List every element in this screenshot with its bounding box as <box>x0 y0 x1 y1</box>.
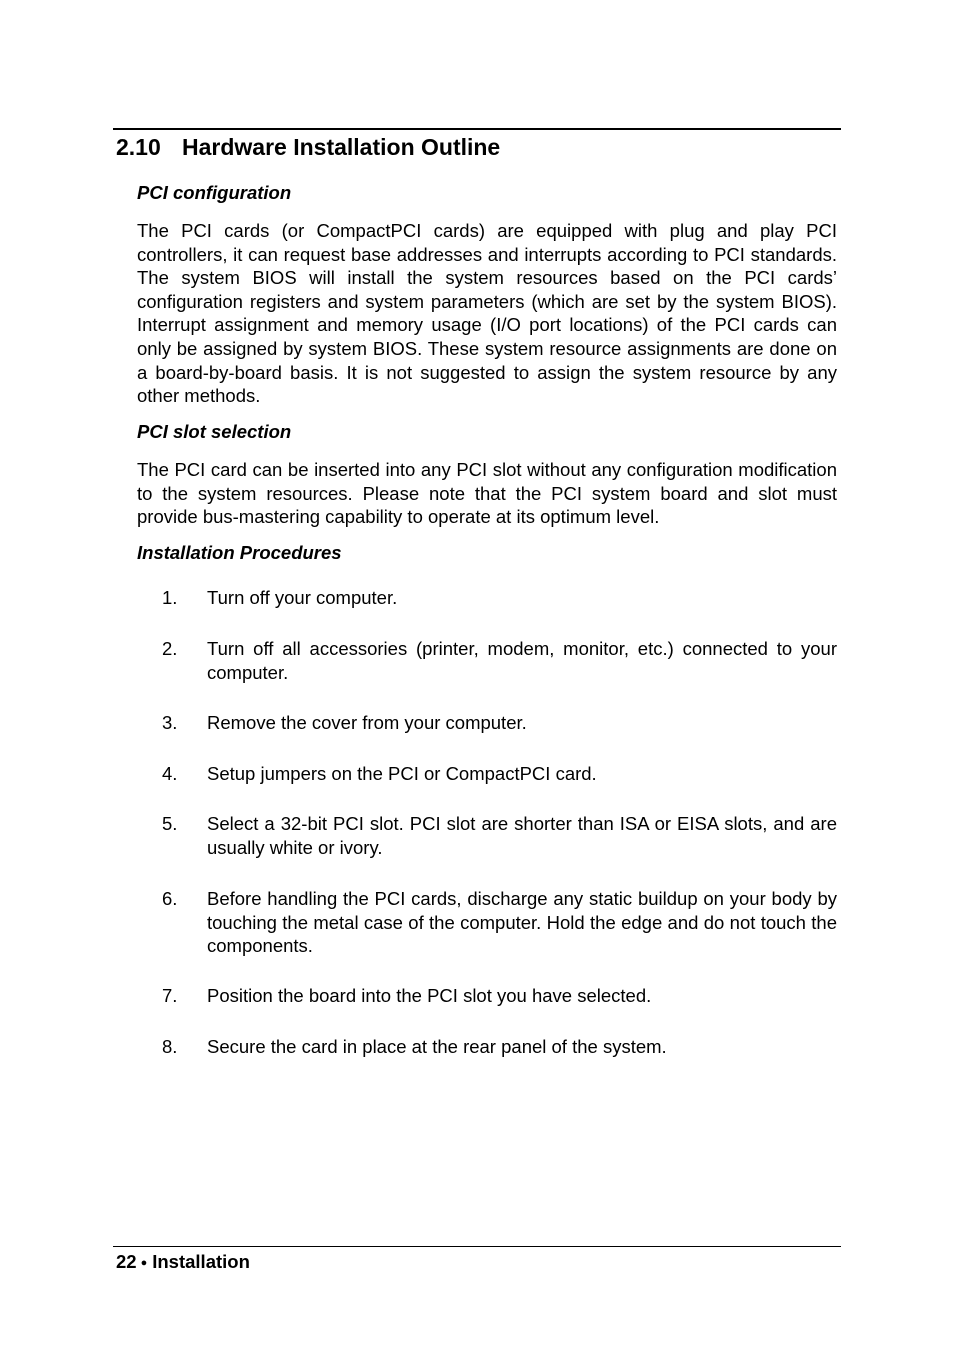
list-item-number: 6. <box>162 888 178 909</box>
list-item-number: 8. <box>162 1036 178 1057</box>
list-item <box>137 711 837 735</box>
pci-slot-selection-paragraph: The PCI card can be inserted into any PCI slot without any configuration modification to the system resources. Please note that the PCI system board and slot must provide bus-mastering capability to operate at its optimum level. <box>137 459 837 528</box>
list-item-number: 1. <box>162 587 178 608</box>
list-item <box>137 984 837 1008</box>
page-number: 22 <box>116 1251 137 1272</box>
list-item-text: Position the board into the PCI slot you have selected. <box>207 985 652 1006</box>
section-number: 2.10 <box>116 134 161 160</box>
list-item-text: Before handling the PCI cards, discharge any static buildup on your body by touching the metal case of the computer. Hold the edge and do not touch the components. <box>207 888 837 957</box>
pci-configuration-heading: PCI configuration <box>137 182 292 203</box>
list-item <box>137 887 837 958</box>
page-footer <box>116 1250 250 1275</box>
bullet-icon: ● <box>140 1257 148 1269</box>
list-item-number: 3. <box>162 712 178 733</box>
section-title-text: Hardware Installation Outline <box>182 134 501 160</box>
list-item <box>137 762 837 786</box>
list-item-text: Select a 32-bit PCI slot. PCI slot are shorter than ISA or EISA slots, and are usually white or ivory. <box>207 813 837 858</box>
list-item-number: 2. <box>162 638 178 659</box>
list-item <box>137 637 837 684</box>
section-title <box>116 131 500 163</box>
list-item-number: 7. <box>162 985 178 1006</box>
list-item-number: 5. <box>162 813 178 834</box>
chapter-name: Installation <box>152 1251 250 1272</box>
list-item-number: 4. <box>162 763 178 784</box>
installation-procedures-heading: Installation Procedures <box>137 542 342 563</box>
list-item-text: Turn off your computer. <box>207 587 398 608</box>
list-item-text: Turn off all accessories (printer, modem, monitor, etc.) connected to your computer. <box>207 638 837 683</box>
list-item-text: Secure the card in place at the rear panel of the system. <box>207 1036 667 1057</box>
list-item-text: Remove the cover from your computer. <box>207 712 527 733</box>
header-rule <box>113 128 841 130</box>
pci-configuration-paragraph: The PCI cards (or CompactPCI cards) are equipped with plug and play PCI controllers, it can request base addresses and interrupts according to PCI standards. The system BIOS will install the system resources based on the PCI cards’ configuration registers and system parameters (which are set by the system BIOS). Interrupt assignment and memory usage (I/O port locations) of the PCI cards can only be assigned by system BIOS. These system resource assignments are done on a board-by-board basis. It is not suggested to assign the system resource by any other methods. <box>137 220 837 407</box>
pci-slot-selection-heading: PCI slot selection <box>137 421 292 442</box>
list-item <box>137 586 837 610</box>
list-item <box>137 812 837 859</box>
list-item <box>137 1035 837 1059</box>
list-item-text: Setup jumpers on the PCI or CompactPCI card. <box>207 763 597 784</box>
footer-rule <box>113 1246 841 1247</box>
